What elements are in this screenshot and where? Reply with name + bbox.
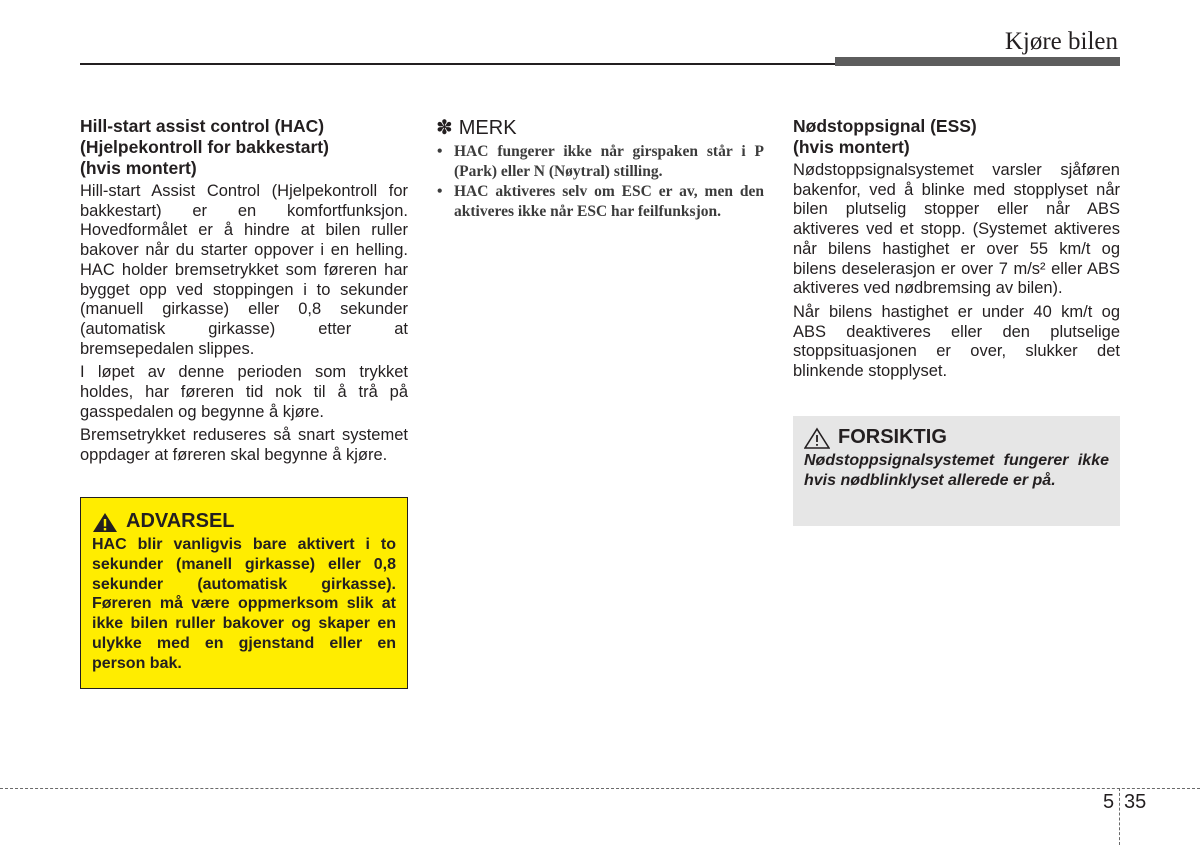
- hac-heading-line-3: (hvis montert): [80, 158, 197, 178]
- note-section: [436, 116, 764, 222]
- note-title: MERK: [458, 117, 517, 139]
- warning-text: HAC blir vanligvis bare aktivert i to sekunder (manell girkasse) eller 0,8 sekunder (automatisk girkasse). Føreren må være oppmerksom slik at ikke bilen ruller bakover og skaper en ulykke med en gjenstand eller en person bak.: [92, 536, 396, 672]
- footer-divider: [1119, 788, 1120, 845]
- caution-text: Nødstoppsignalsystemet fungerer ikke hvis nødblinklyset allerede er på.: [804, 452, 1109, 489]
- note-item: [436, 182, 764, 222]
- warning-box: [80, 497, 408, 689]
- warning-triangle-icon: [92, 511, 118, 533]
- note-item-text-2: HAC aktiveres selv om ESC er av, men den aktiveres ikke når ESC har feilfunksjon.: [454, 183, 764, 220]
- hac-heading: [80, 116, 408, 179]
- chapter-number: 5: [1103, 791, 1115, 813]
- footer-dashed-rule: [0, 788, 1200, 789]
- ess-heading-line-2: (hvis montert): [793, 137, 910, 157]
- note-item-text-1: HAC fungerer ikke når girspaken står i P (Park) eller N (Nøytral) stilling.: [454, 143, 764, 180]
- section-title: Kjøre bilen: [1004, 28, 1118, 55]
- caution-triangle-icon: [804, 427, 830, 449]
- caution-box: [793, 416, 1120, 526]
- note-star-icon: ✽: [436, 117, 453, 139]
- ess-paragraph-1: Nødstoppsignalsystemet varsler sjåføren bakenfor, ved å blinke med stopplyset når bilen plutselig stopper eller når ABS aktiveres ved et stopp. (Systemet aktiveres når bilens hastighet er over 55 km/t og bilens deselerasjon er over 7 m/s² eller ABS aktiveres ved nødbremsing av bilen).: [793, 161, 1120, 298]
- page-number: 35: [1124, 791, 1147, 813]
- hac-heading-line-2: (Hjelpekontroll for bakkestart): [80, 137, 329, 157]
- ess-paragraph-2: Når bilens hastighet er under 40 km/t og ABS deaktiveres eller den plutselige stoppsituasjonen er over, slukker det blinkende stopplyset.: [793, 302, 1120, 381]
- warning-title: ADVARSEL: [126, 510, 235, 532]
- caution-title-row: [804, 426, 1109, 449]
- ess-section: [793, 116, 1120, 386]
- hac-paragraph-1: Hill-start Assist Control (Hjelpekontroll for bakkestart) er en komfortfunksjon. Hovedformålet er å hindre at bilen ruller bakover når du starter oppover i en helling. HAC holder bremsetrykket som føreren har bygget opp ved stoppingen i to sekunder (manuell girkasse) eller 0,8 sekunder (automatisk girkasse) etter at bremsepedalen slippes.: [80, 182, 408, 358]
- ess-heading: [793, 116, 1120, 158]
- note-title-row: [436, 116, 764, 140]
- note-list: [436, 142, 764, 222]
- bullet-icon: •: [437, 143, 443, 160]
- hac-heading-line-1: Hill-start assist control (HAC): [80, 116, 325, 136]
- caution-title: FORSIKTIG: [838, 426, 947, 448]
- hac-section: [80, 116, 408, 470]
- note-item: [436, 142, 764, 182]
- ess-heading-line-1: Nødstoppsignal (ESS): [793, 116, 977, 136]
- header-bar: [835, 57, 1120, 66]
- hac-paragraph-2: I løpet av denne perioden som trykket holdes, har føreren tid nok til å trå på gasspedalen og begynne å kjøre.: [80, 363, 408, 421]
- warning-title-row: [92, 510, 396, 533]
- bullet-icon: •: [437, 183, 443, 200]
- header-rule: [80, 63, 835, 65]
- hac-paragraph-3: Bremsetrykket reduseres så snart systemet oppdager at føreren skal begynne å kjøre.: [80, 426, 408, 465]
